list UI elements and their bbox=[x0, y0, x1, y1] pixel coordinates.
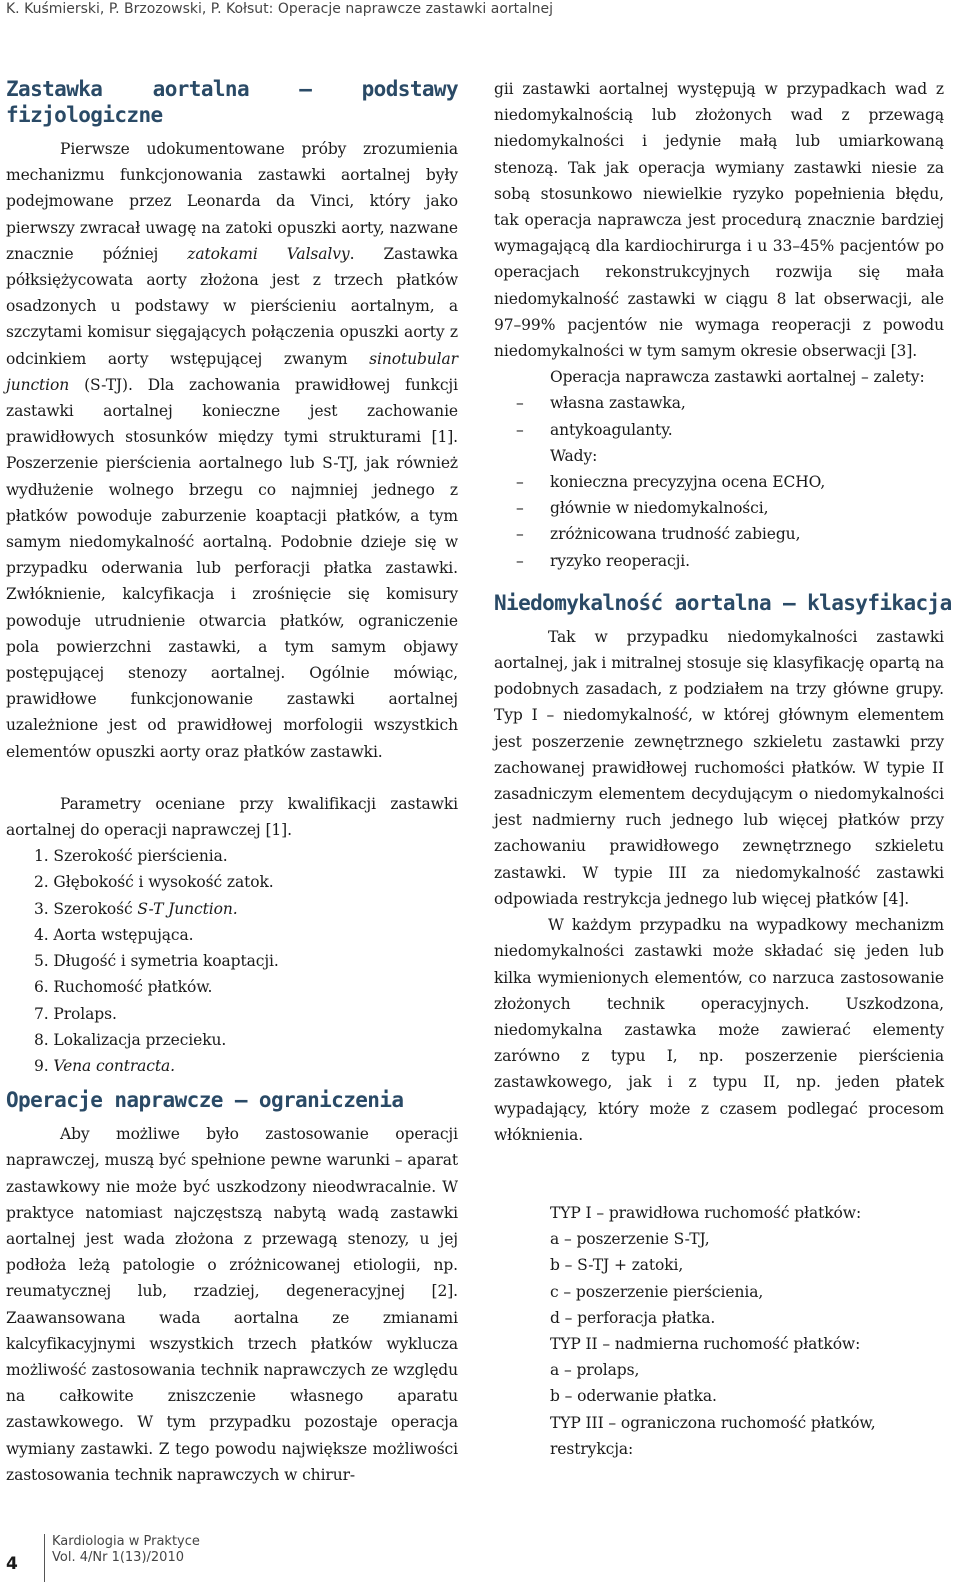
list-item: TYP III – ograniczona ruchomość płatków, restrykcja: bbox=[550, 1413, 876, 1458]
paragraph-limitations: Aby możliwe było zastosowanie operacji naprawczej, muszą być spełnione pewne warunki – aparat zastawkowy nie może być uszkodzony nieodwracalnie. W praktyce natomiast najczęstszą nabytą wadą zastawki aortalnej jest wada złożona z przewagą stenozy, u jej podłoża leżą patologie o zróżnicowanej etiologii, np. reumatycznej lub, rzadziej, degeneracyjnej [2]. Zaawansowana wada aortalna ze zmianami kalcyfikacyjnymi wszystkich trzech płatków wyklucza możliwość zastosowania technik naprawczych ze względu na całkowite zniszczenie własnego aparatu zastawkowego. W tym przypadku pozostaje operacja wymiany zastawki. Z tego powodu największe możliwości zastosowania technik naprawczych w chirur- bbox=[6, 1125, 458, 1484]
list-item: d – perforacja płatka. bbox=[550, 1308, 716, 1327]
list-item: 5. Długość i symetria koaptacji. bbox=[34, 952, 279, 971]
page-number: 4 bbox=[6, 1554, 18, 1574]
disadvantages-intro: Wady: bbox=[550, 446, 598, 465]
list-item: – konieczna precyzyjna ocena ECHO, bbox=[494, 469, 944, 495]
list-item: a – poszerzenie S-TJ, bbox=[550, 1230, 710, 1249]
list-item: b – oderwanie płatka. bbox=[550, 1387, 717, 1406]
list-item: – antykoagulanty. bbox=[494, 417, 944, 443]
parameters-list bbox=[6, 843, 458, 1079]
list-item: – zróżnicowana trudność zabiegu, bbox=[494, 521, 944, 547]
advantages-list bbox=[494, 390, 944, 442]
list-item: 8. Lokalizacja przecieku. bbox=[34, 1030, 227, 1049]
right-column bbox=[494, 76, 952, 1462]
list-item: TYP I – prawidłowa ruchomość płatków: bbox=[550, 1203, 862, 1222]
section-heading-physiology: Zastawka aortalna – podstawy fizjologiczne bbox=[6, 77, 458, 127]
section-heading-limitations: Operacje naprawcze – ograniczenia bbox=[6, 1088, 404, 1113]
list-item: 4. Aorta wstępująca. bbox=[34, 925, 194, 944]
list-item: 3. Szerokość S-T Junction. bbox=[34, 899, 238, 918]
paragraph-classification: Tak w przypadku niedomykalności zastawki aortalnej, jak i mitralnej stosuje się klasyfikację opartą na podobnych zasadach, z podziałem na trzy główne grupy. Typ I – niedomykalność, w której głównym elementem jest poszerzenie zewnętrznego szkieletu zastawki przy zachowanej prawidłowej ruchomości płatków. W typie II zasadniczym elementem decydującym o niedomykalności jest nadmierny ruch jednego lub więcej płatków przy zachowaniu prawidłowego zewnętrznego szkieletu zastawki. W typie III za niedomykalność zastawki odpowiada restrykcja jednego lub więcej płatków [4]. bbox=[494, 627, 944, 908]
section-heading-classification: Niedomykalność aortalna – klasyfikacja bbox=[494, 590, 952, 615]
list-item: – głównie w niedomykalności, bbox=[494, 495, 944, 521]
page-footer bbox=[6, 1532, 306, 1582]
advantages-intro: Operacja naprawcza zastawki aortalnej – zalety: bbox=[550, 368, 925, 387]
journal-volume: Vol. 4/Nr 1(13)/2010 bbox=[52, 1550, 184, 1565]
running-head: K. Kuśmierski, P. Brzozowski, P. Kołsut: Operacje naprawcze zastawki aortalnej bbox=[6, 1, 553, 17]
list-item: – własna zastawka, bbox=[494, 390, 944, 416]
left-column bbox=[6, 76, 458, 1488]
disadvantages-list bbox=[494, 469, 944, 574]
list-item: 2. Głębokość i wysokość zatok. bbox=[34, 873, 274, 892]
list-item: – ryzyko reoperacji. bbox=[494, 548, 944, 574]
list-item: c – poszerzenie pierścienia, bbox=[550, 1282, 764, 1301]
list-item: 6. Ruchomość płatków. bbox=[34, 978, 213, 997]
paragraph-mechanism: W każdym przypadku na wypadkowy mechanizm niedomykalności zastawki może składać się jeden lub kilka wymienionych elementów, co narzuca zastosowanie złożonych technik operacyjnych. Uszkodzona, niedomykalna zastawka może zawierać elementy zarówno z typu I, np. poszerzenie pierścienia zastawkowego, jak i z typu II, np. jeden płatek wypadający, który może z czasem podlegać procesom włóknienia. bbox=[494, 916, 944, 1144]
paragraph-continuation: gii zastawki aortalnej występują w przypadkach wad z niedomykalnością lub złożonych wad z przewagą niedomykalności i jedynie małą lub umiarkowaną stenozą. Tak jak operacja wymiany zastawki niesie za sobą stosunkowo niewielkie ryzyko popełnienia błędu, tak operacja naprawcza jest procedurą znacznie bardziej wymagającą dla kardiochirurga i u 33–45% pacjentów po operacjach rekonstrukcyjnych rozwija się mała niedomykalność zastawki w ciągu 8 lat obserwacji, ale 97–99% pacjentów nie wymaga reoperacji z powodu niedomykalności w tym samym okresie obserwacji [3]. bbox=[494, 80, 944, 361]
list-item: b – S-TJ + zatoki, bbox=[550, 1256, 684, 1275]
list-item: 9. Vena contracta. bbox=[34, 1056, 175, 1075]
list-item: 1. Szerokość pierścienia. bbox=[34, 847, 228, 866]
list-item: 7. Prolaps. bbox=[34, 1004, 117, 1023]
footer-divider bbox=[44, 1534, 45, 1582]
journal-title: Kardiologia w Praktyce bbox=[52, 1534, 200, 1549]
journal-info bbox=[52, 1534, 200, 1566]
paragraph-physiology: Pierwsze udokumentowane próby zrozumienia mechanizmu funkcjonowania zastawki aortalnej były podejmowane przez Leonarda da Vinci, który jako pierwszy zwracał uwagę na zatoki opuszki aorty, nazwane znacznie później zatokami Valsalvy. Zastawka półksiężycowata aorty złożona jest z trzech płatków osadzonych u podstawy w pierścieniu aortalnym, a szczytami komisur sięgających połączenia opuszki aorty z odcinkiem aorty wstępującej zwanym sinotubular junction (S-TJ). Dla zachowania prawidłowej funkcji zastawki aortalnej konieczne jest zachowanie prawidłowych stosunków między tymi strukturami [1]. Poszerzenie pierścienia aortalnego lub S-TJ, jak również wydłużenie wolnego brzegu co najmniej jednego z płatków powoduje zaburzenie koaptacji płatków, a tym samym niedomykalność aortalną. Podobnie dzieje się w przypadku oderwania lub perforacji płatka zastawki. Zwłóknienie, kalcyfikacja i zrośnięcie się komisury powoduje utrudnienie otwarcia płatków, ograniczenie pola powierzchni zastawki, a tym samym objawy postępującej stenozy aortalnej. Ogólnie mówiąc, prawidłowe funkcjonowanie zastawki aortalnej uzależnione jest od prawidłowej morfologii wszystkich elementów opuszki aorty oraz płatków zastawki. bbox=[6, 140, 458, 761]
type-list bbox=[494, 1200, 944, 1462]
paragraph-parameters-intro: Parametry oceniane przy kwalifikacji zastawki aortalnej do operacji naprawczej [1]. bbox=[6, 794, 458, 840]
list-item: a – prolaps, bbox=[550, 1361, 640, 1380]
list-item: TYP II – nadmierna ruchomość płatków: bbox=[550, 1334, 861, 1353]
